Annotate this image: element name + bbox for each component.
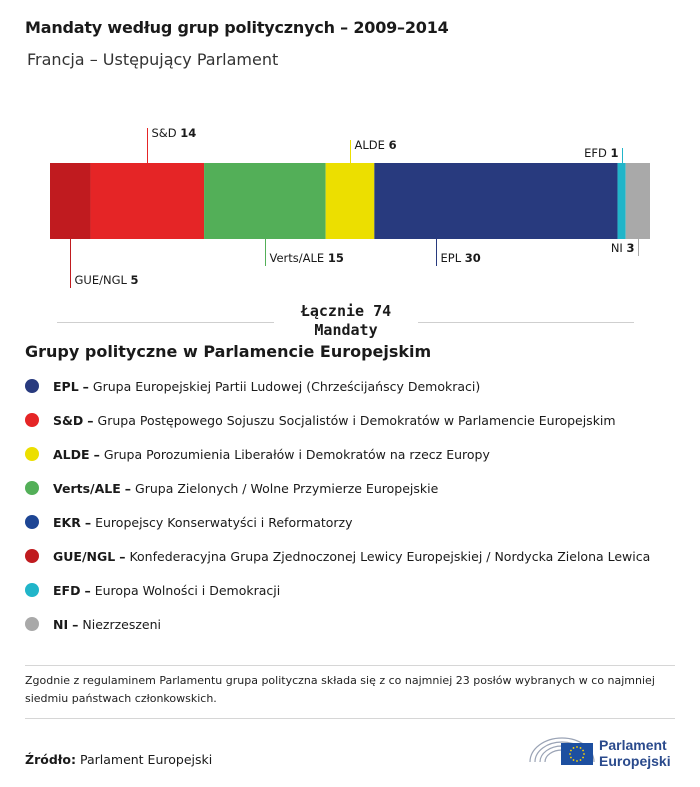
source-text: Parlament Europejski xyxy=(79,752,213,767)
bar-segment xyxy=(626,163,650,239)
data-label: GUE/NGL 5 xyxy=(74,273,139,287)
legend-color-dot xyxy=(25,379,39,393)
bar-segment xyxy=(50,163,91,239)
chart-subtitle: Francja – Ustępujący Parlament xyxy=(27,50,279,69)
legend-abbr: EPL xyxy=(53,378,79,394)
divider-bottom xyxy=(25,718,675,719)
legend-abbr: GUE/NGL xyxy=(53,548,116,564)
legend-color-dot xyxy=(25,617,39,631)
total-divider-right xyxy=(418,322,634,323)
legend-abbr: EKR xyxy=(53,514,81,530)
legend-item xyxy=(25,539,650,573)
legend-separator: – xyxy=(82,378,89,394)
legend-separator: – xyxy=(84,582,91,598)
parliament-hemicycle-icon xyxy=(527,728,597,772)
legend-color-dot xyxy=(25,481,39,495)
legend-abbr: NI xyxy=(53,616,69,632)
bar-segment xyxy=(91,163,205,239)
legend-name: Europa Wolności i Demokracji xyxy=(94,582,281,598)
legend-color-dot xyxy=(25,413,39,427)
chart-title: Mandaty według grup politycznych – 2009–2014 xyxy=(25,18,449,37)
legend-title: Grupy polityczne w Parlamencie Europejskim xyxy=(25,342,432,361)
data-label: ALDE 6 xyxy=(354,138,397,152)
data-label: EPL 30 xyxy=(440,251,481,265)
legend-name: Europejscy Konserwatyści i Reformatorzy xyxy=(95,514,353,530)
legend-color-dot xyxy=(25,447,39,461)
legend-item xyxy=(25,403,650,437)
legend-separator: – xyxy=(84,514,92,530)
legend-item xyxy=(25,505,650,539)
legend-item xyxy=(25,607,650,641)
legend-item xyxy=(25,573,650,607)
logo-text-line1: Parlament xyxy=(599,737,667,753)
legend-item xyxy=(25,437,650,471)
bar-segment xyxy=(204,163,326,239)
bar-segment xyxy=(618,163,626,239)
source xyxy=(25,752,212,767)
legend-color-dot xyxy=(25,583,39,597)
data-label: S&D 14 xyxy=(151,126,197,140)
legend-name: Grupa Europejskiej Partii Ludowej (Chrześcijańscy Demokraci) xyxy=(92,378,481,394)
rules-note: Zgodnie z regulaminem Parlamentu grupa polityczna składa się z co najmniej 23 posłów wybranych w co najmniej siedmiu państwach członkowskich. xyxy=(25,674,655,705)
legend-abbr: EFD xyxy=(53,582,81,598)
legend-name: Grupa Zielonych / Wolne Przymierze Europejskie xyxy=(135,480,439,496)
legend-item xyxy=(25,369,650,403)
legend-separator: – xyxy=(119,548,126,564)
logo-text-line2: Europejski xyxy=(599,753,671,769)
legend-name: Konfederacyjna Grupa Zjednoczonej Lewicy Europejskiej / Nordycka Zielona Lewica xyxy=(129,548,651,564)
total-seats xyxy=(268,302,424,340)
total-divider-left xyxy=(57,322,274,323)
legend-abbr: Verts/ALE xyxy=(53,480,121,496)
data-label: NI 3 xyxy=(610,241,635,255)
divider-top xyxy=(25,665,675,666)
total-seats-line1: Łącznie 74 xyxy=(300,302,392,320)
legend-item xyxy=(25,471,650,505)
bar-segment xyxy=(374,163,617,239)
european-parliament-logo xyxy=(527,728,677,772)
data-label: EFD 1 xyxy=(584,146,619,160)
legend-color-dot xyxy=(25,549,39,563)
stacked-bar-chart xyxy=(0,100,700,300)
legend-name: Grupa Porozumienia Liberałów i Demokratów na rzecz Europy xyxy=(103,446,490,462)
bar-segment xyxy=(326,163,375,239)
legend-abbr: S&D xyxy=(53,412,84,428)
legend-separator: – xyxy=(93,446,100,462)
legend-name: Grupa Postępowego Sojuszu Socjalistów i Demokratów w Parlamencie Europejskim xyxy=(97,412,616,428)
source-label: Źródło: xyxy=(25,752,76,767)
data-label: Verts/ALE 15 xyxy=(269,251,344,265)
total-seats-line2: Mandaty xyxy=(314,321,378,339)
legend-name: Niezrzeszeni xyxy=(82,616,162,632)
legend-color-dot xyxy=(25,515,39,529)
legend-separator: – xyxy=(87,412,94,428)
legend-separator: – xyxy=(72,616,79,632)
legend-abbr: ALDE xyxy=(53,446,90,462)
legend-list xyxy=(25,369,650,641)
legend-separator: – xyxy=(124,480,132,496)
